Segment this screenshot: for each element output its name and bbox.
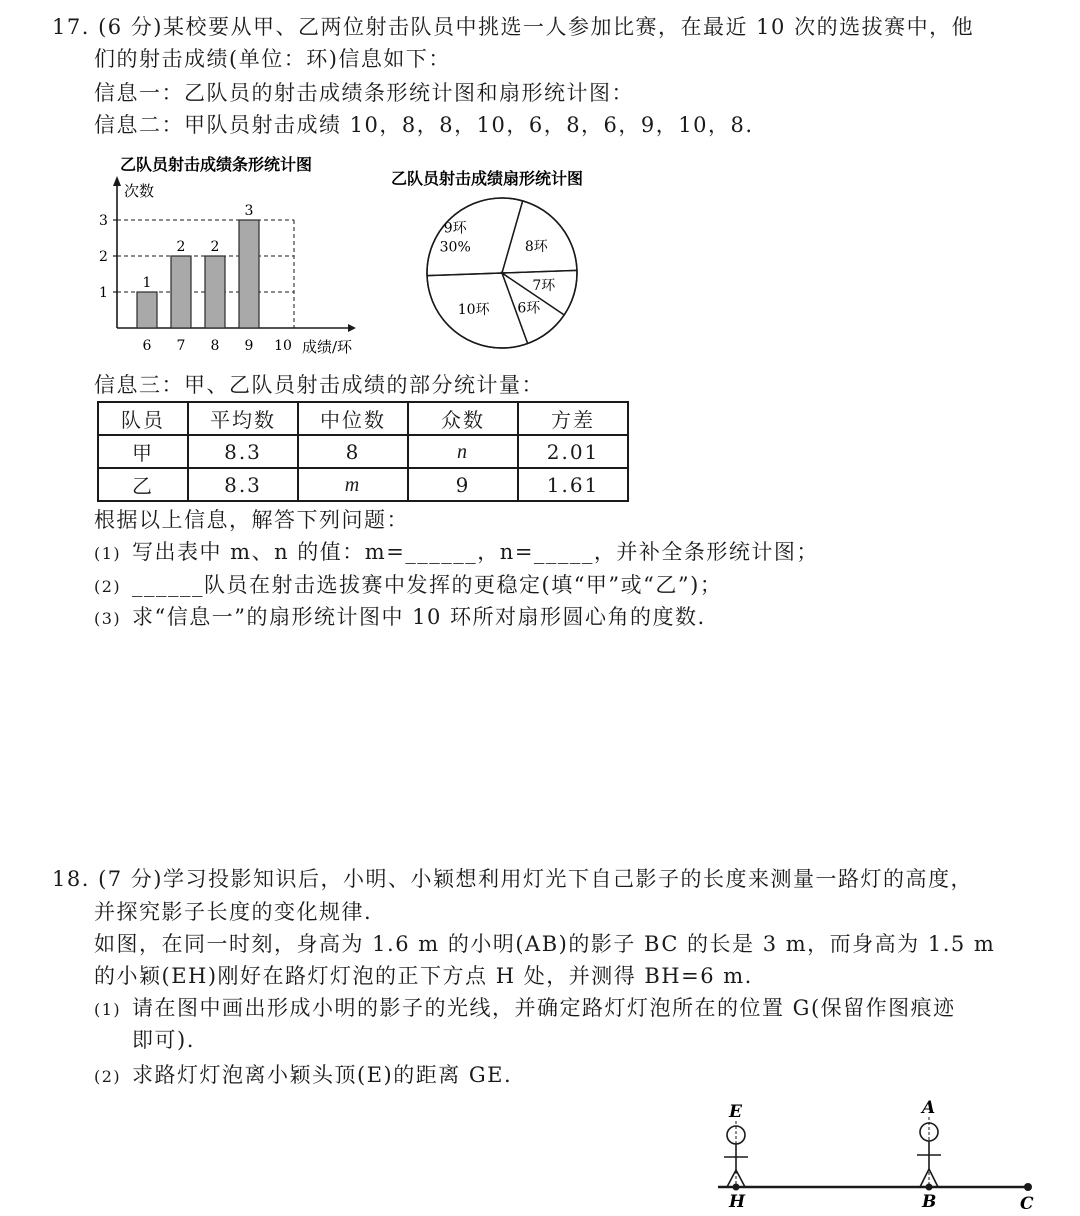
bar <box>239 220 259 328</box>
q18-stem-line-1: 18. (7 分)学习投影知识后，小明、小颖想利用灯光下自己影子的长度来测量一路灯的高度， <box>52 867 973 891</box>
table-header-row <box>98 402 628 435</box>
shadow-figure <box>700 1095 1060 1213</box>
point-b <box>926 1184 933 1191</box>
sub-number: (2) <box>94 577 122 596</box>
y-tick-label: 1 <box>99 285 108 301</box>
pie-slice-pct: 30% <box>439 239 471 256</box>
table-header: 中位数 <box>298 402 408 435</box>
table-cell: 8.3 <box>188 435 298 468</box>
table-cell: 乙 <box>98 468 188 501</box>
q18-sub-2 <box>94 1060 512 1092</box>
pie-slice-label: 10环 <box>457 302 490 319</box>
table-header: 平均数 <box>188 402 298 435</box>
q17-sub-1 <box>94 537 819 569</box>
stats-table <box>97 401 629 502</box>
bar-chart-xlabel: 成绩/环 <box>302 338 353 356</box>
bar-value-label: 2 <box>210 239 220 255</box>
x-tick-label: 8 <box>210 338 220 354</box>
x-tick-label: 10 <box>274 338 292 354</box>
bar <box>205 256 225 328</box>
q17-sub-2 <box>94 570 722 602</box>
q17-stem-line-2: 们的射击成绩(单位：环)信息如下： <box>94 47 451 71</box>
q17-info-1: 信息一：乙队员的射击成绩条形统计图和扇形统计图： <box>94 81 634 105</box>
pie-chart <box>385 160 625 360</box>
q17-stem-line-1: 17. (6 分)某校要从甲、乙两位射击队员中挑选一人参加比赛，在最近 10 次的选拔赛中，他 <box>52 15 975 39</box>
sub-text: 请在图中画出形成小明的影子的光线，并确定路灯灯泡所在的位置 G(保留作图痕迹 <box>132 996 956 1020</box>
q18-stem-line-2: 并探究影子长度的变化规律. <box>94 900 373 924</box>
bar-chart-title: 乙队员射击成绩条形统计图 <box>120 155 313 174</box>
table-header: 众数 <box>408 402 518 435</box>
q17-info-2: 信息二：甲队员射击成绩 10，8，8，10，6，8，6，9，10，8. <box>94 113 754 137</box>
pie-slice-label: 7环 <box>532 277 556 294</box>
q18-sub-1-cont <box>94 1025 195 1055</box>
x-tick-label: 7 <box>176 338 186 354</box>
label-b: B <box>922 1192 937 1212</box>
q17-sub-3 <box>94 602 706 634</box>
sub-number: (1) <box>94 544 122 563</box>
x-tick-label: 9 <box>244 338 254 354</box>
sub-number: (3) <box>94 609 122 628</box>
table-row <box>98 468 628 501</box>
table-cell: 1.61 <box>518 468 628 501</box>
sub-text: 即可). <box>132 1028 195 1052</box>
bar-value-label: 3 <box>244 203 254 219</box>
table-cell: 8 <box>298 435 408 468</box>
x-tick-label: 6 <box>142 338 152 354</box>
bar <box>171 256 191 328</box>
bar-value-label: 1 <box>142 275 152 291</box>
point-h <box>733 1184 740 1191</box>
sub-text: ______队员在射击选拔赛中发挥的更稳定(填“甲”或“乙”)； <box>132 573 723 597</box>
table-cell: n <box>408 435 518 468</box>
sub-text: 求路灯灯泡离小颖头顶(E)的距离 GE. <box>132 1063 513 1087</box>
sub-text: 求“信息一”的扇形统计图中 10 环所对扇形圆心角的度数. <box>132 605 706 629</box>
q17-info-3: 信息三：甲、乙队员射击成绩的部分统计量： <box>94 373 544 397</box>
y-axis-arrow <box>113 176 121 186</box>
bar-value-label: 2 <box>176 239 186 255</box>
sub-number: (2) <box>94 1067 122 1086</box>
x-axis-arrow <box>348 324 356 332</box>
label-e: E <box>729 1102 742 1122</box>
table-header: 队员 <box>98 402 188 435</box>
y-tick-label: 2 <box>99 249 108 265</box>
label-h: H <box>729 1192 746 1212</box>
table-cell: 2.01 <box>518 435 628 468</box>
bar <box>137 292 157 328</box>
bar-chart <box>90 148 390 363</box>
sub-text: 写出表中 m、n 的值：m=______，n=_____，并补全条形统计图； <box>132 540 819 564</box>
pie-slice-label: 6环 <box>517 300 541 317</box>
label-a: A <box>922 1098 936 1118</box>
bar-chart-ylabel: 次数 <box>124 182 155 200</box>
q18-stem-line-3: 如图，在同一时刻，身高为 1.6 m 的小明(AB)的影子 BC 的长是 3 m，而身高为 1.5 m <box>94 932 996 956</box>
q18-sub-1 <box>94 993 956 1025</box>
table-cell: 甲 <box>98 435 188 468</box>
point-c <box>1024 1183 1032 1191</box>
y-tick-label: 3 <box>99 213 108 229</box>
pie-slice-label: 8环 <box>524 239 548 256</box>
table-row <box>98 435 628 468</box>
table-cell: 8.3 <box>188 468 298 501</box>
table-cell: 9 <box>408 468 518 501</box>
pie-chart-title: 乙队员射击成绩扇形统计图 <box>391 169 584 188</box>
label-c: C <box>1020 1194 1034 1213</box>
pie-slice-label: 9环 <box>443 220 467 237</box>
table-cell: m <box>298 468 408 501</box>
q18-stem-line-4: 的小颖(EH)刚好在路灯灯泡的正下方点 H 处，并测得 BH=6 m. <box>94 964 753 988</box>
sub-number: (1) <box>94 1000 122 1019</box>
q17-prompt: 根据以上信息，解答下列问题： <box>94 508 409 532</box>
table-header: 方差 <box>518 402 628 435</box>
